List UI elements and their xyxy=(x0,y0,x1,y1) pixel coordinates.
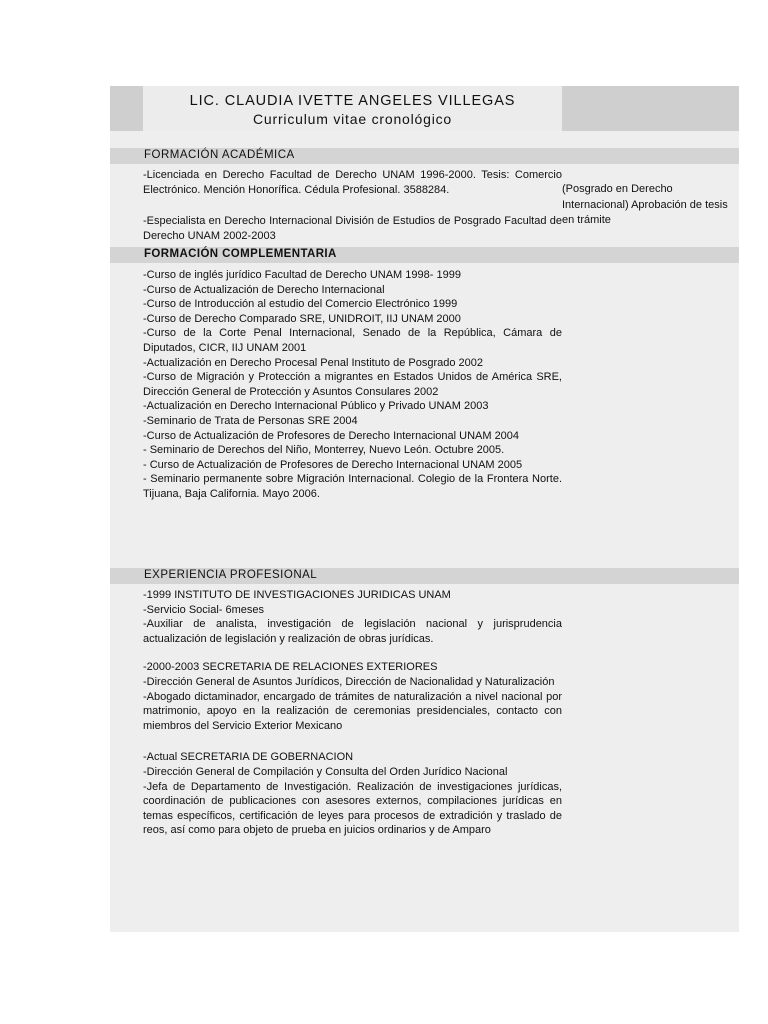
section-header-formacion-complementaria xyxy=(110,247,739,263)
list-item: -Curso de Actualización de Profesores de Derecho Internacional UNAM 2004 xyxy=(143,429,520,442)
list-item: - Seminario permanente sobre Migración Internacional. Colegio de la Frontera Norte. Tijuana, Baja California. Mayo 2006. xyxy=(143,473,562,500)
header xyxy=(143,86,562,131)
section-header-experiencia-profesional xyxy=(110,568,739,584)
job-line: -Abogado dictaminador, encargado de trámites de naturalización a nivel nacional por matrimonio, apoyo en la realización de ceremonias presidenciales, contacto con miembros del Servicio Exterior Mexicano xyxy=(143,690,562,732)
cv-document xyxy=(110,86,739,932)
job-line: -Jefa de Departamento de Investigación. Realización de investigaciones jurídicas, coordinación de publicaciones con asesores externos, compilaciones jurídicas en temas específicos, certificación de leyes para procesos de extradición y traslado de reos, así como para objeto de prueba en juicios ordinarios y de Amparo xyxy=(143,780,562,837)
formacion-academica-content xyxy=(143,168,562,243)
formacion-complementaria-content xyxy=(143,268,562,502)
list-item: -Especialista en Derecho Internacional División de Estudios de Posgrado Facultad de Derecho UNAM 2002-2003 xyxy=(143,215,562,242)
posgrado-side-note: (Posgrado en Derecho Internacional) Aprobación de tesis en trámite xyxy=(562,183,728,226)
section-title: FORMACIÓN COMPLEMENTARIA xyxy=(144,248,337,260)
list-item: -Actualización en Derecho Internacional Público y Privado UNAM 2003 xyxy=(143,400,489,413)
list-item: - Seminario de Derechos del Niño, Monterrey, Nuevo León. Octubre 2005. xyxy=(143,444,505,457)
job-entry xyxy=(143,588,562,646)
job-line: -Auxiliar de analista, investigación de legislación nacional y jurisprudencia actualización de legislación y realización de obras jurídicas. xyxy=(143,618,562,645)
section-header-formacion-academica xyxy=(110,148,739,164)
job-line: -Actual SECRETARIA DE GOBERNACION xyxy=(143,751,354,764)
job-line: -2000-2003 SECRETARIA DE RELACIONES EXTERIORES xyxy=(143,661,438,674)
list-item: -Seminario de Trata de Personas SRE 2004 xyxy=(143,414,358,427)
list-item: - Curso de Actualización de Profesores de Derecho Internacional UNAM 2005 xyxy=(143,458,523,471)
document-subtitle: Curriculum vitae cronológico xyxy=(252,111,453,127)
job-line: -1999 INSTITUTO DE INVESTIGACIONES JURIDICAS UNAM xyxy=(143,589,451,601)
list-item: -Curso de Derecho Comparado SRE, UNIDROIT, IIJ UNAM 2000 xyxy=(143,312,461,325)
list-item: -Curso de inglés jurídico Facultad de Derecho UNAM 1998- 1999 xyxy=(143,269,461,281)
list-item: -Curso de Migración y Protección a migrantes en Estados Unidos de América SRE, Dirección General de Protección y Asuntos Consulares 2002 xyxy=(143,371,562,398)
header-left-shade xyxy=(110,86,143,131)
section-title: EXPERIENCIA PROFESIONAL xyxy=(144,569,318,581)
candidate-name: LIC. CLAUDIA IVETTE ANGELES VILLEGAS xyxy=(189,93,516,109)
job-line: -Dirección General de Asuntos Jurídicos, Dirección de Nacionalidad y Naturalización xyxy=(143,675,555,688)
list-item: -Curso de la Corte Penal Internacional, Senado de la República, Cámara de Diputados, CICR, IIJ UNAM 2001 xyxy=(143,327,562,354)
header-right-shade xyxy=(562,86,739,131)
job-line: -Dirección General de Compilación y Consulta del Orden Jurídico Nacional xyxy=(143,765,508,778)
list-item: -Curso de Actualización de Derecho Internacional xyxy=(143,283,385,296)
job-entry xyxy=(143,750,562,838)
list-item: -Actualización en Derecho Procesal Penal Instituto de Posgrado 2002 xyxy=(143,356,483,369)
job-entry xyxy=(143,660,562,733)
list-item: -Licenciada en Derecho Facultad de Derecho UNAM 1996-2000. Tesis: Comercio Electrónico. Mención Honorífica. Cédula Profesional. 3588284. xyxy=(143,169,562,196)
section-title: FORMACIÓN ACADÉMICA xyxy=(144,149,295,161)
experiencia-profesional-content xyxy=(143,588,562,838)
list-item: -Curso de Introducción al estudio del Comercio Electrónico 1999 xyxy=(143,298,458,311)
job-line: -Servicio Social- 6meses xyxy=(143,603,265,616)
